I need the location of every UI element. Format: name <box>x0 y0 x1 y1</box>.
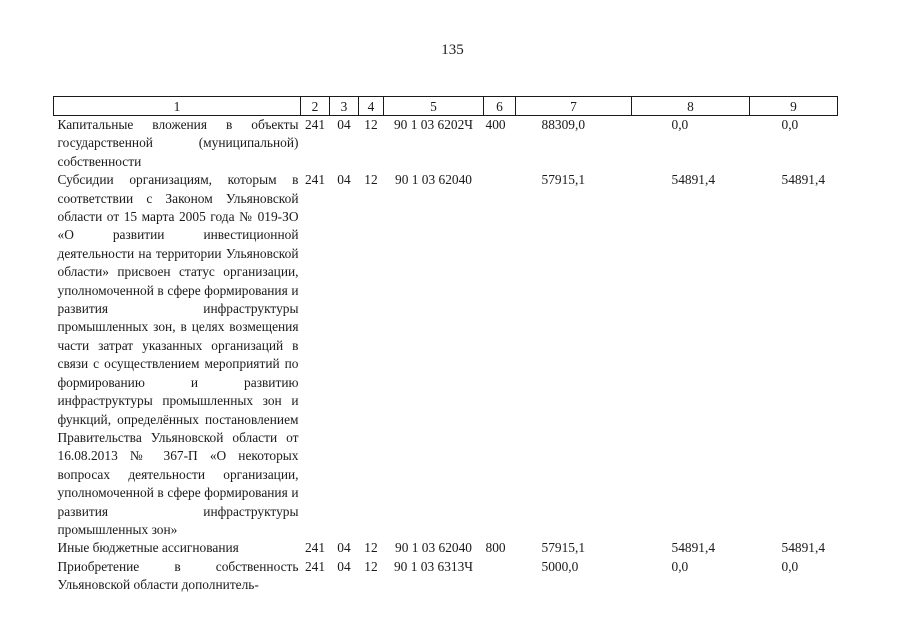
cell-col3: 04 <box>337 540 351 556</box>
cell-col3: 04 <box>337 172 351 188</box>
header-cell: 6 <box>484 97 516 116</box>
cell-col9: 0,0 <box>781 117 799 132</box>
cell-col6 <box>484 171 516 539</box>
cell-col2: 241 <box>304 558 326 574</box>
table-row <box>54 558 838 595</box>
cell-col7: 57915,1 <box>541 172 586 188</box>
cell-col4: 12 <box>364 558 378 574</box>
cell-col5: 90 1 03 62040 <box>395 172 472 188</box>
header-cell: 4 <box>359 97 384 116</box>
cell-col6: 800 <box>485 540 506 556</box>
cell-col3: 04 <box>337 117 351 132</box>
cell-col4: 12 <box>364 172 378 188</box>
cell-col8: 0,0 <box>671 558 689 574</box>
budget-table <box>53 96 838 595</box>
cell-col7: 88309,0 <box>541 117 586 132</box>
header-cell: 5 <box>384 97 484 116</box>
header-cell: 7 <box>516 97 632 116</box>
cell-col2: 241 <box>304 172 326 188</box>
cell-col3: 04 <box>337 558 351 574</box>
cell-col6 <box>484 558 516 595</box>
cell-col2: 241 <box>304 540 326 556</box>
row-description: Иные бюджетные ассигнования <box>57 540 239 556</box>
table-row <box>54 539 838 557</box>
header-row <box>54 97 838 116</box>
table-row <box>54 116 838 172</box>
cell-col2: 241 <box>304 117 326 132</box>
row-description: Субсидии организациям, которым в соответствии с Законом Ульяновской области от 15 марта 2005 года № 019-ЗО «О развитии инвестиционной деятельности на территории Ульяновской области» присвоен статус организации, уполномоченной в сфере формирования и развития инфраструктуры промышленных зон, в целях возмещения части затрат указанных организаций в связи с осуществлением мероприятий по формированию и развитию инфраструктуры промышленных зон и функций, определённых постановлением Правительства Ульяновской области от 16.08.2013 № 367-П «О некоторых вопросах деятельности организации, уполномоченной в сфере формирования и развития инфраструктуры промышленных зон» <box>57 172 299 537</box>
row-description: Приобретение в собственность Ульяновской области дополнитель- <box>57 558 299 593</box>
cell-col8: 54891,4 <box>671 540 716 556</box>
cell-col9: 54891,4 <box>781 540 826 556</box>
header-cell: 9 <box>750 97 838 116</box>
row-description: Капитальные вложения в объекты государственной (муниципальной) собственности <box>57 117 299 169</box>
cell-col9: 54891,4 <box>781 172 826 188</box>
cell-col6: 400 <box>485 117 506 132</box>
cell-col4: 12 <box>364 117 378 132</box>
cell-col5: 90 1 03 6313Ч <box>393 558 473 574</box>
cell-col7: 5000,0 <box>541 558 579 574</box>
cell-col5: 90 1 03 6202Ч <box>393 117 473 132</box>
header-cell: 3 <box>330 97 359 116</box>
page-number: 135 <box>441 42 464 58</box>
cell-col4: 12 <box>364 540 378 556</box>
table-row <box>54 171 838 539</box>
cell-col8: 0,0 <box>671 117 689 132</box>
header-cell: 1 <box>54 97 301 116</box>
cell-col9: 0,0 <box>781 558 799 574</box>
cell-col8: 54891,4 <box>671 172 716 188</box>
header-cell: 8 <box>632 97 750 116</box>
cell-col5: 90 1 03 62040 <box>395 540 472 556</box>
cell-col7: 57915,1 <box>541 540 586 556</box>
header-cell: 2 <box>301 97 330 116</box>
